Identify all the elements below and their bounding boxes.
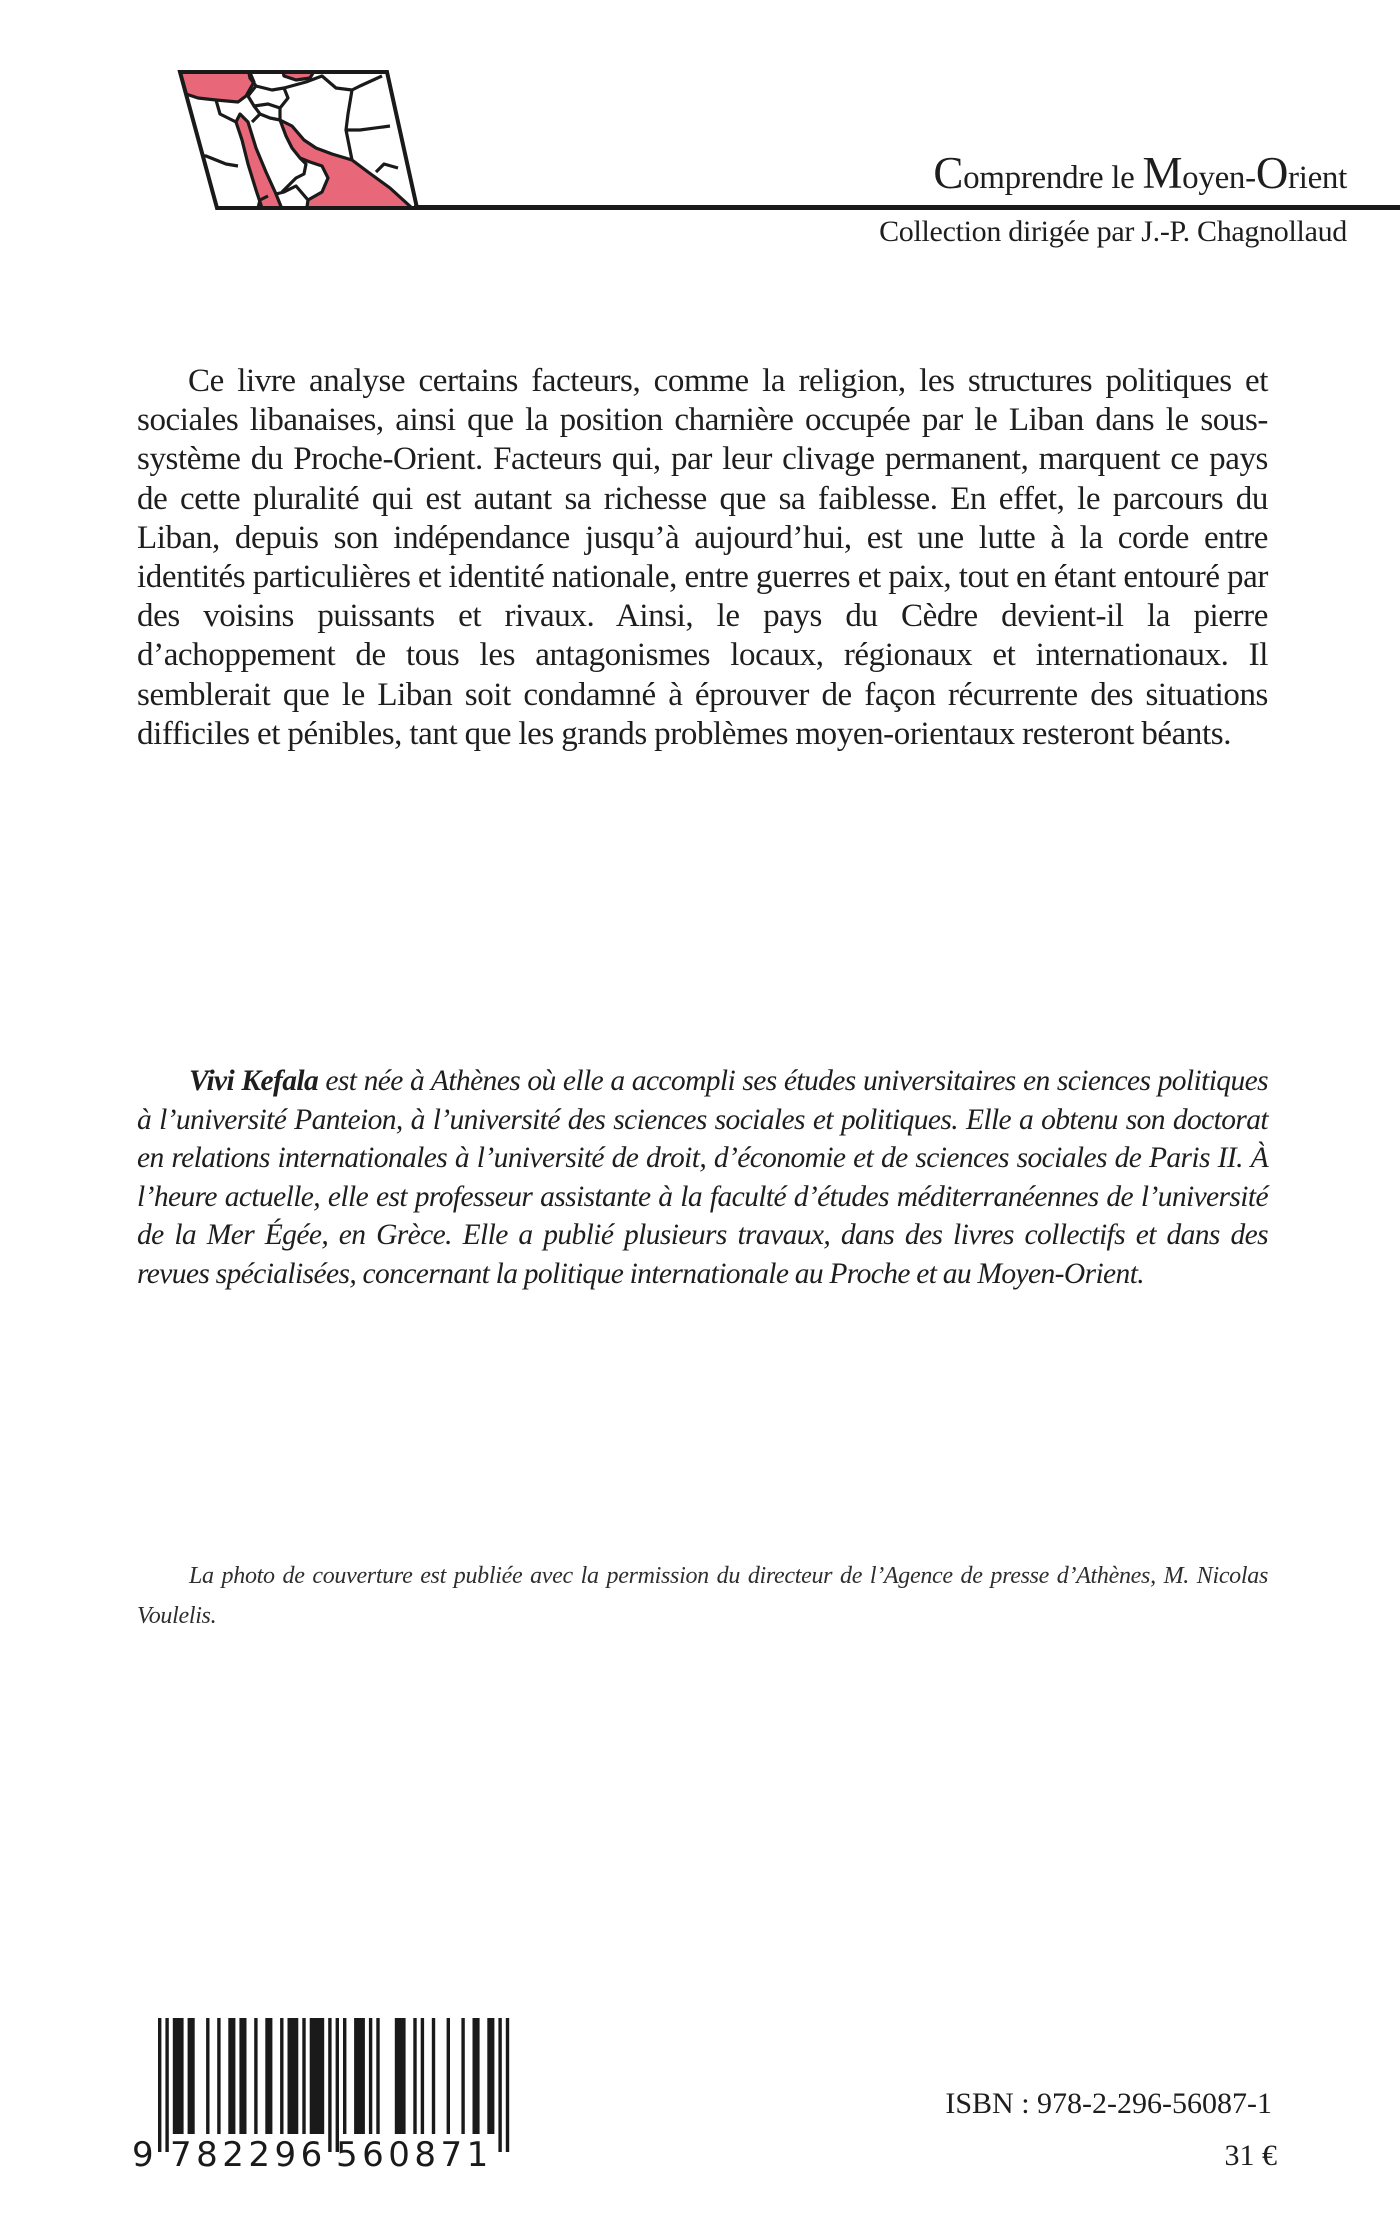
- middle-east-map-icon: [176, 68, 426, 214]
- barcode-bar: [487, 2018, 494, 2134]
- barcode-bar: [447, 2018, 450, 2134]
- barcode-bar: [369, 2018, 372, 2134]
- barcode-guard-bar: [336, 2018, 339, 2152]
- barcode-bar: [461, 2018, 464, 2134]
- barcode-bar: [376, 2018, 379, 2134]
- isbn: ISBN : 978-2-296-56087-1: [945, 2087, 1272, 2120]
- barcode-bar: [206, 2018, 209, 2134]
- barcode-bar: [188, 2018, 195, 2134]
- barcode-bar: [473, 2018, 480, 2134]
- barcode-bar: [173, 2018, 184, 2134]
- header-rule: [414, 205, 1400, 210]
- series-title: [933, 150, 1347, 201]
- country-border: [252, 114, 260, 122]
- barcode-bar: [228, 2018, 235, 2134]
- barcode-bars: [158, 2018, 509, 2152]
- barcode-guard-bar: [165, 2018, 168, 2152]
- author-bio-text: est née à Athènes où elle a accompli ses études universitaires en sciences politiques à l’université Panteion, à l’université des sciences sociales et politiques. Elle a obtenu son doctorat en relations internationales à l’université de droit, d’économie et de sciences sociales de Paris II. À l’heure actuelle, elle est professeur assistante à la faculté d’études méditerranéennes de l’université de la Mer Égée, en Grèce. Elle a publié plusieurs travaux, dans des livres collectifs et dans des revues spécialisées, concernant la politique internationale au Proche et au Moyen-Orient.: [137, 1065, 1268, 1290]
- barcode-bar: [254, 2018, 257, 2134]
- barcode-bar: [343, 2018, 346, 2134]
- country-border: [346, 130, 352, 160]
- photo-credit: La photo de couverture est publiée avec la permission du directeur de l’Agence de presse d’Athènes, M. Nicolas Voulelis.: [137, 1563, 1268, 1629]
- barcode-bar: [413, 2018, 416, 2134]
- barcode-guard-bar: [328, 2018, 331, 2152]
- barcode-bar: [217, 2018, 220, 2134]
- barcode-guard-bar: [506, 2018, 509, 2152]
- barcode-bar: [265, 2018, 272, 2134]
- series-title-initial: M: [1142, 148, 1183, 198]
- barcode-guard-bar: [498, 2018, 501, 2152]
- barcode-bar: [310, 2018, 325, 2134]
- barcode-digit-lead: 9: [132, 2135, 154, 2174]
- barcode-bar: [239, 2018, 246, 2134]
- barcode-bar: [288, 2018, 299, 2134]
- country-border: [346, 90, 390, 130]
- country-border: [248, 68, 288, 120]
- barcode-bar: [280, 2018, 283, 2134]
- author-name: Vivi Kefala: [189, 1065, 319, 1097]
- barcode-digits-right: 560871: [336, 2135, 493, 2174]
- series-title-text: oyen-: [1182, 160, 1256, 196]
- barcode-bar: [421, 2018, 424, 2134]
- barcode-bar: [432, 2018, 435, 2134]
- country-border: [276, 186, 308, 200]
- series-title-initial: O: [1255, 148, 1289, 198]
- series-title-text: omprendre le: [963, 160, 1143, 196]
- country-border: [216, 100, 236, 122]
- series-director: Collection dirigée par J.-P. Chagnollaud: [879, 215, 1347, 248]
- barcode-guard-bar: [158, 2018, 161, 2152]
- barcode-digits-left: 782296: [170, 2135, 327, 2174]
- series-title-initial: C: [933, 148, 964, 198]
- barcode: [128, 2014, 513, 2174]
- series-title-text: rient: [1288, 160, 1347, 196]
- persian-gulf-shape: [280, 120, 426, 214]
- country-border: [376, 164, 398, 172]
- barcode-bar: [395, 2018, 406, 2134]
- author-bio: [137, 1062, 1268, 1294]
- barcode-bar: [302, 2018, 305, 2134]
- book-summary: Ce livre analyse certains facteurs, comme la religion, les structures politiques et sociales libanaises, ainsi que la position charnière occupée par le Liban dans le sous-système du Proche-Orient. Facteurs qui, par leur clivage permanent, marquent ce pays de cette pluralité qui est autant sa richesse que sa faiblesse. En effet, le parcours du Liban, depuis son indépendance jusqu’à aujourd’hui, est une lutte à la corde entre identités particulières et identité nationale, entre guerres et paix, tout en étant entouré par des voisins puissants et rivaux. Ainsi, le pays du Cèdre devient-il la pierre d’achoppement de tous les antagonismes locaux, régionaux et internationaux. Il semblerait que le Liban soit condamné à éprouver de façon récurrente des situations difficiles et pénibles, tant que les grands problèmes moyen-orientaux resteront béants.: [137, 363, 1268, 752]
- barcode-bar: [354, 2018, 365, 2134]
- price: 31 €: [1224, 2139, 1277, 2172]
